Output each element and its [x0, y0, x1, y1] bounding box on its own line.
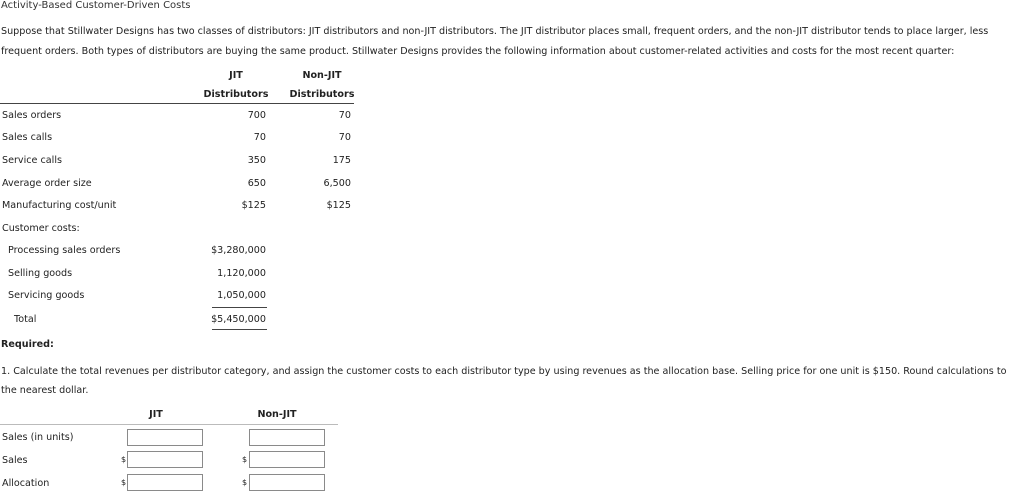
- jit-manufacturing-cost: $125: [241, 200, 266, 211]
- nonjit-sales-units-input[interactable]: [249, 429, 325, 446]
- jit-distributors-header: [196, 66, 276, 104]
- nonjit-allocation-currency: $: [242, 478, 248, 487]
- nonjit-average-order-size: 6,500: [323, 178, 351, 189]
- jit-processing-sales-orders: $3,280,000: [211, 245, 266, 256]
- row-label-servicing-goods: Servicing goods: [8, 290, 85, 301]
- row-label-processing-sales-orders: Processing sales orders: [8, 245, 121, 256]
- answer-header-divider: [0, 424, 338, 425]
- question-text: 1. Calculate the total revenues per distributor category, and assign the customer costs to each distributor type by using revenues as the allocation base. Selling price for one unit is $150. Round calculations to the nearest dollar.: [1, 366, 1007, 396]
- nonjit-service-calls: 175: [332, 155, 351, 166]
- jit-allocation-currency: $: [121, 478, 127, 487]
- row-label-selling-goods: Selling goods: [8, 268, 73, 279]
- total-top-rule: [212, 307, 267, 308]
- jit-sales-calls: 70: [253, 132, 266, 143]
- nonjit-manufacturing-cost: $125: [326, 200, 351, 211]
- answer-label-sales: Sales: [2, 455, 28, 466]
- row-label-manufacturing-cost: Manufacturing cost/unit: [2, 200, 117, 211]
- jit-allocation-input[interactable]: [127, 474, 203, 491]
- nonjit-header-line2: Distributors: [289, 89, 355, 100]
- row-label-average-order-size: Average order size: [2, 178, 92, 189]
- customer-costs-label: Customer costs:: [2, 223, 80, 234]
- nonjit-header-line1: Non-JIT: [302, 70, 342, 81]
- jit-sales-input[interactable]: [127, 451, 203, 468]
- answer-jit-header: JIT: [149, 409, 163, 420]
- nonjit-sales-currency: $: [242, 455, 248, 464]
- jit-servicing-goods: 1,050,000: [217, 290, 266, 301]
- required-heading: Required:: [1, 339, 54, 350]
- nonjit-sales-input[interactable]: [249, 451, 325, 468]
- jit-total: $5,450,000: [211, 314, 266, 325]
- answer-label-allocation: Allocation: [2, 478, 50, 489]
- nonjit-sales-orders: 70: [338, 110, 351, 121]
- jit-service-calls: 350: [247, 155, 266, 166]
- jit-header-line2: Distributors: [203, 89, 269, 100]
- nonjit-allocation-input[interactable]: [249, 474, 325, 491]
- row-label-total: Total: [14, 314, 37, 325]
- intro-paragraph: Suppose that Stillwater Designs has two classes of distributors: JIT distributors and non-JIT distributors. The JIT distributor places small, frequent orders, and the non-JIT distributor tends to place larger, less frequent orders. Both types of distributors are buying the same product. Stillwater Designs provides the following information about customer-related activities and costs for the most recent quarter:: [1, 26, 989, 57]
- answer-nonjit-header: Non-JIT: [257, 409, 297, 420]
- jit-sales-currency: $: [121, 455, 127, 464]
- header-divider: [0, 103, 354, 104]
- jit-selling-goods: 1,120,000: [217, 268, 266, 279]
- total-bottom-rule: [212, 329, 267, 330]
- nonjit-sales-calls: 70: [338, 132, 351, 143]
- row-label-service-calls: Service calls: [2, 155, 62, 166]
- jit-header-line1: JIT: [229, 70, 243, 81]
- jit-average-order-size: 650: [247, 178, 266, 189]
- nonjit-distributors-header: [282, 66, 362, 104]
- answer-label-sales-units: Sales (in units): [2, 432, 74, 443]
- jit-sales-orders: 700: [247, 110, 266, 121]
- page-title: Activity-Based Customer-Driven Costs: [1, 0, 191, 11]
- row-label-sales-orders: Sales orders: [2, 110, 62, 121]
- jit-sales-units-input[interactable]: [127, 429, 203, 446]
- row-label-sales-calls: Sales calls: [2, 132, 53, 143]
